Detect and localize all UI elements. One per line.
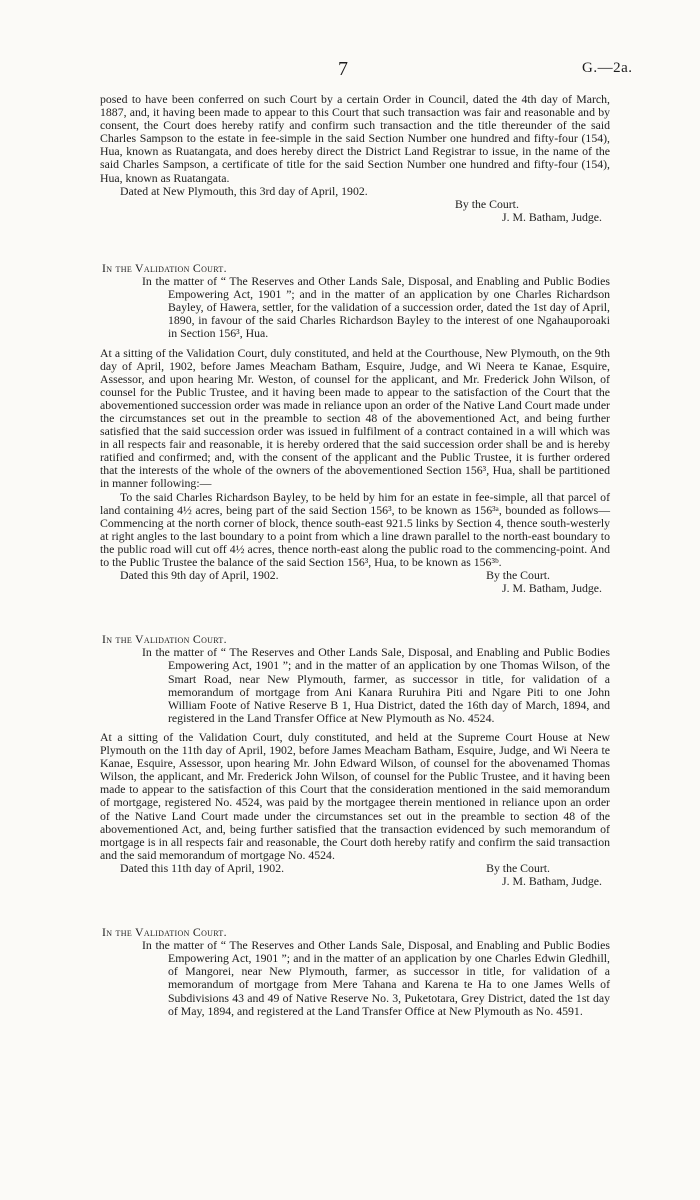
- case-matter: In the matter of “ The Reserves and Other Lands Sale, Disposal, and Enabling and Public Bodies Empowering Act, 1901 ”; and in the matter of an application by one Charles Richardson Bayley, of Hawera, settler, for the validation of a succession order, dated the 1st day of April, 1890, in favour of the said Charles Richardson Bayley to the interest of one Ngahauporoaki in Section 156³, Hua.: [142, 274, 610, 341]
- judge-signature: J. M. Batham, Judge.: [502, 873, 602, 888]
- case-gledhill: [100, 926, 610, 1018]
- dated-text: Dated this 11th day of April, 1902.: [120, 860, 285, 875]
- case-body: At a sitting of the Validation Court, duly constituted, and held at the Supreme Court House at New Plymouth on the 11th day of April, 1902, before James Meacham Batham, Esquire, Judge, and Wi Neera te Kanae, Esquire, Assessor, upon hearing Mr. John Edward Wilson, of counsel for the abovenamed Thomas Wilson, the applicant, and Mr. Frederick John Wilson, of counsel for the Public Trustee, and it having been made to appear to the satisfaction of this Court that the consideration mentioned in the said memorandum of mortgage, registered No. 4524, was paid by the mortgagee therein mentioned in reliance upon an order of the Native Land Court made under the circumstances set out in the preamble to section 48 of the abovementioned Act, and, being further satisfied that the transaction evidenced by such memorandum of mortgage is in all respects fair and reasonable, the Court doth hereby ratify and confirm the said transaction and the said memorandum of mortgage No. 4524.: [100, 729, 610, 862]
- case-heading: In the Validation Court.: [102, 632, 227, 647]
- case-heading: In the Validation Court.: [102, 925, 227, 940]
- case-heading: In the Validation Court.: [102, 260, 227, 275]
- dated-text: Dated this 9th day of April, 1902.: [120, 568, 279, 583]
- page-header: [0, 52, 700, 82]
- document-body: [100, 93, 610, 1018]
- order-text: posed to have been conferred on such Court by a certain Order in Council, dated the 4th day of March, 1887, and, it having been made to appear to this Court that such transaction was fair and reasonable and by consent, the Court does hereby ratify and confirm such transaction and the title thereunder of the said Charles Sampson to the estate in fee-simple in the said Section Number one hundred and fifty-four (154), Hua, known as Ruatangata, and does hereby direct the District Land Registrar to issue, in the name of the said Charles Sampson, a certificate of title for the said Section Number one hundred and fifty-four (154), Hua, known as Ruatangata.: [100, 92, 610, 185]
- dated-line: [100, 185, 610, 198]
- by-the-court: By the Court.: [455, 196, 519, 211]
- case-body: At a sitting of the Validation Court, duly constituted, and held at the Courthouse, New Plymouth, on the 9th day of April, 1902, before James Meacham Batham, Esquire, Judge, and Wi Neera te Kanae, Esquire, Assessor, and upon hearing Mr. Weston, of counsel for the applicant, and Mr. Frederick John Wilson, of counsel for the Public Trustee, and it having been made to appear to the satisfaction of the Court that the abovementioned succession order was made in reliance upon an order of the Native Land Court made under the circumstances set out in the preamble to section 48 of the abovementioned Act, and being further satisfied that the said succession order was issued in fulfilment of a contract contained in a will which was in all respects fair and reasonable, it is hereby ordered that the said succession order shall be and is hereby ratified and confirmed; and, with the consent of the applicant and the Public Trustee, it is further ordered that the interests of the whole of the owners of the abovementioned Section 156³, Hua, shall be partitioned in manner following:—: [100, 345, 610, 491]
- by-the-court: By the Court.: [486, 860, 550, 875]
- judge-signature: J. M. Batham, Judge.: [502, 209, 602, 224]
- page-number: 7: [338, 58, 348, 80]
- document-reference: G.—2a.: [582, 60, 633, 76]
- case-matter: In the matter of “ The Reserves and Other Lands Sale, Disposal, and Enabling and Public Bodies Empowering Act, 1901 ”; and in the matter of an application by one Charles Edwin Gledhill, of Mangorei, near New Plymouth, farmer, as successor in title, for validation of a memorandum of mortgage from Mere Tahana and Karena te Ha to one James Wells of Subdivisions 43 and 49 of Native Reserve No. 3, Puketotara, Grey District, dated the 1st day of May, 1894, and registered at the Land Transfer Office at New Plymouth as No. 4591.: [142, 938, 610, 1018]
- case-wilson: [100, 633, 610, 888]
- case-matter: In the matter of “ The Reserves and Other Lands Sale, Disposal, and Enabling and Public Bodies Empowering Act, 1901 ”; and in the matter of an application by one Thomas Wilson, of the Smart Road, near New Plymouth, farmer, as successor in title, for validation of a memorandum of mortgage from Ani Kanara Ruruhira Piti and Ngare Piti to one John William Foote of Native Reserve B 1, Hua District, dated the 16th day of March, 1894, and registered in the Land Transfer Office at New Plymouth as No. 4524.: [142, 645, 610, 725]
- case-partition: To the said Charles Richardson Bayley, to be held by him for an estate in fee-simple, all that parcel of land containing 4½ acres, being part of the said Section 156³, to be known as 156³ᵃ, bounded as follows—Commencing at the north corner of block, thence south-east 921.5 links by Section 4, thence south-westerly at right angles to the last boundary to a point from which a line drawn parallel to the north-east boundary to the public road will cut off 4½ acres, thence north-east along the public road to the commencing-point. And to the Public Trustee the balance of the said Section 156³, Hua, to be known as 156³ᵇ.: [100, 489, 610, 569]
- dated-line: [100, 862, 610, 875]
- case-bayley: [100, 262, 610, 595]
- block-sampson-order: [100, 93, 610, 224]
- dated-text: Dated at New Plymouth, this 3rd day of April, 1902.: [120, 183, 368, 198]
- by-the-court: By the Court.: [486, 568, 550, 583]
- judge-signature: J. M. Batham, Judge.: [502, 581, 602, 596]
